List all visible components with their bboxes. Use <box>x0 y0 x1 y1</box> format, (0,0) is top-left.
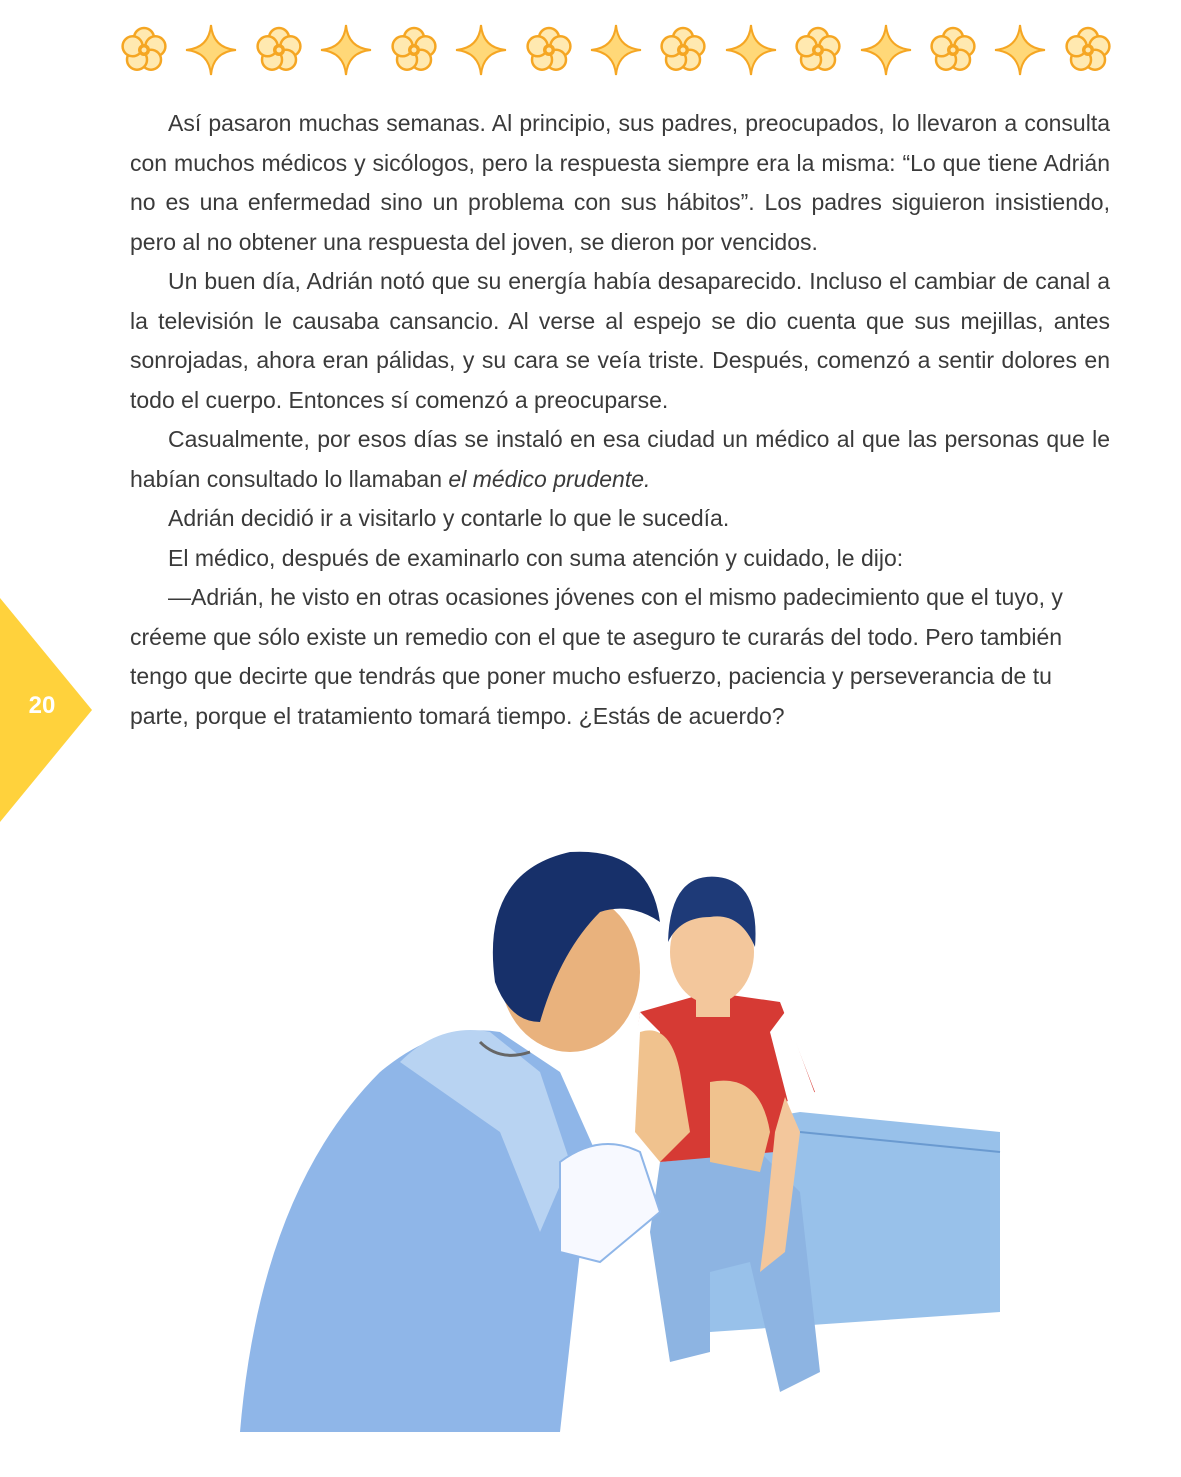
star-icon <box>320 24 372 76</box>
paragraph-3-text: Casualmente, por esos días se instaló en esa ciudad un médico al que las personas que le habían consultado lo llamaban <box>130 426 1110 492</box>
flower-icon <box>657 24 709 76</box>
doctor-nickname: el médico prudente. <box>448 465 651 492</box>
paragraph-5: El médico, después de examinarlo con suma atención y cuidado, le dijo: <box>168 544 904 571</box>
paragraph-4: Adrián decidió ir a visitarlo y contarle lo que le sucedía. <box>168 505 730 531</box>
paragraph-6: —Adrián, he visto en otras ocasiones jóvenes con el mismo padecimiento que el tuyo, y créeme que sólo existe un remedio con el que te aseguro te curarás del todo. Pero también tengo que decirte que tendrás que poner mucho esfuerzo, paciencia y perseverancia de tu parte, porque el tratamiento tomará tiempo. ¿Estás de acuerdo? <box>130 584 1063 729</box>
doctor-sleeve <box>560 1144 660 1262</box>
star-icon <box>185 24 237 76</box>
story-text <box>130 104 1110 736</box>
star-icon <box>860 24 912 76</box>
paragraph-2: Un buen día, Adrián notó que su energía había desaparecido. Incluso el cambiar de canal a la televisión le causaba cansancio. Al verse al espejo se dio cuenta que sus mejillas, antes sonrojadas, ahora eran pálidas, y su cara se veía triste. Después, comenzó a sentir dolores en todo el cuerpo. Entonces sí comenzó a preocuparse. <box>130 268 1110 413</box>
decorative-border <box>118 22 1114 78</box>
page-number: 20 <box>28 692 56 719</box>
flower-icon <box>523 24 575 76</box>
flower-icon <box>1062 24 1114 76</box>
flower-icon <box>388 24 440 76</box>
doctor-and-boy-illustration <box>240 832 1010 1432</box>
paragraph-3 <box>130 420 1110 499</box>
star-icon <box>590 24 642 76</box>
flower-icon <box>118 24 170 76</box>
flower-icon <box>927 24 979 76</box>
flower-icon <box>792 24 844 76</box>
flower-icon <box>253 24 305 76</box>
star-icon <box>994 24 1046 76</box>
star-icon <box>455 24 507 76</box>
star-icon <box>725 24 777 76</box>
paragraph-1: Así pasaron muchas semanas. Al principio, sus padres, preocupados, lo llevaron a consulta con muchos médicos y sicólogos, pero la respuesta siempre era la misma: “Lo que tiene Adrián no es una enfermedad sino un problema con sus hábitos”. Los padres siguieron insistiendo, pero al no obtener una respuesta del joven, se dieron por vencidos. <box>130 110 1110 255</box>
